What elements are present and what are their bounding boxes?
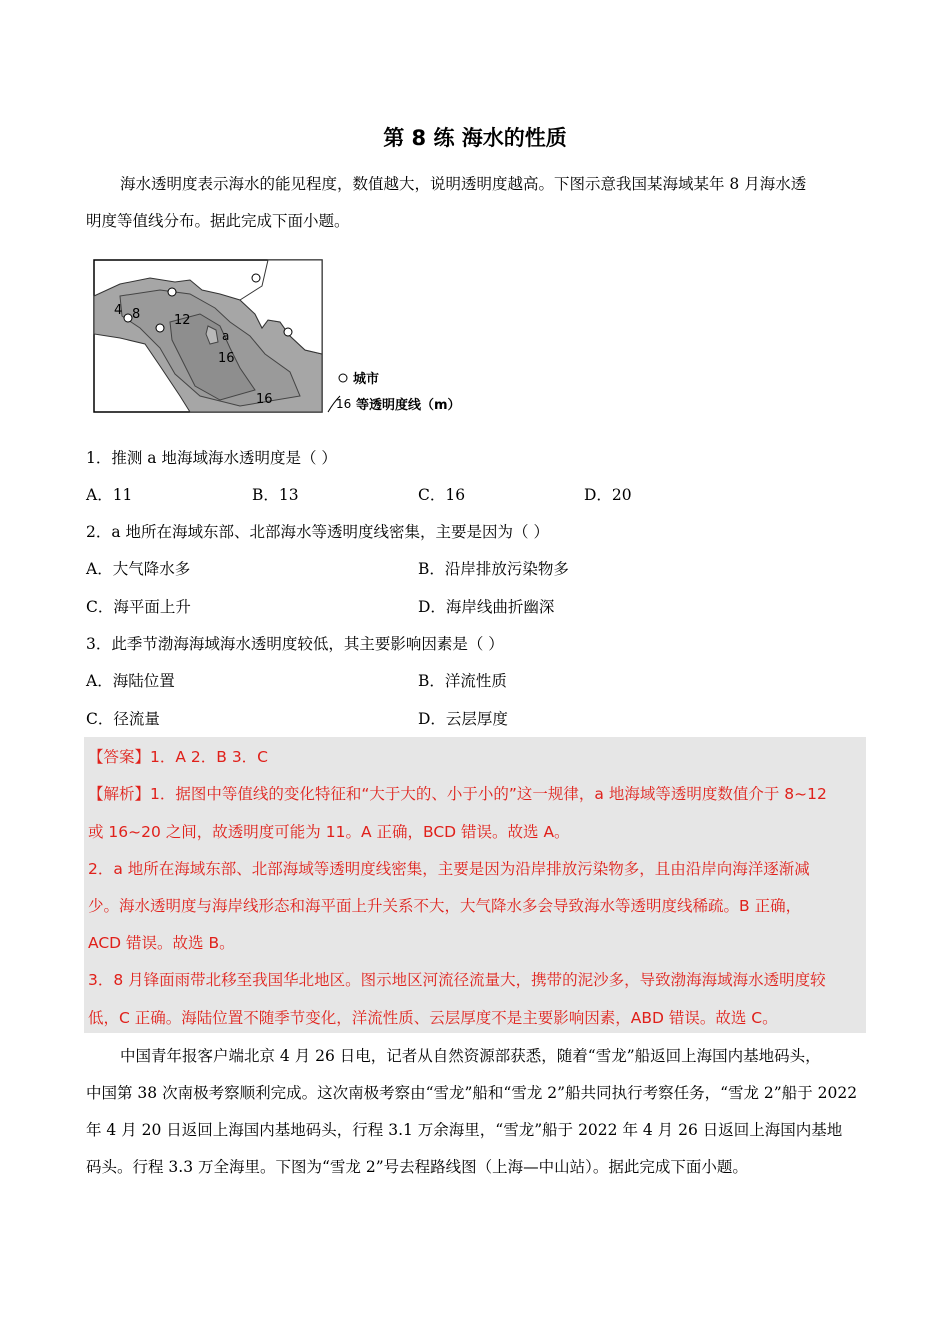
q1-stem: 1．推测 a 地海域海水透明度是（ ）	[86, 449, 337, 467]
explanation-1-line1: 【解析】1．据图中等值线的变化特征和“大于大的、小于小的”这一规律，a 地海域等透明度数值介于 8~12	[88, 785, 827, 803]
contour-label-12: 12	[174, 313, 191, 328]
q1-option-d[interactable]: D．20	[584, 486, 632, 504]
city-marker	[168, 288, 176, 296]
legend-city-icon	[339, 374, 347, 382]
intro1-line2: 明度等值线分布。据此完成下面小题。	[86, 212, 350, 230]
intro2-line1: 中国青年报客户端北京 4 月 26 日电，记者从自然资源部获悉，随着“雪龙”船返回上海国内基地码头，	[120, 1047, 821, 1065]
contour-map	[90, 256, 470, 416]
q3-option-c[interactable]: C．径流量	[86, 710, 160, 728]
intro1-line1: 海水透明度表示海水的能见程度，数值越大，说明透明度越高。下图示意我国某海域某年 8 月海水透	[120, 175, 807, 193]
q1-option-a[interactable]: A．11	[86, 486, 133, 504]
contour-label-8: 8	[132, 307, 141, 322]
q3-option-a[interactable]: A．海陆位置	[86, 672, 175, 690]
city-marker	[124, 314, 132, 322]
q3-option-b[interactable]: B．洋流性质	[418, 672, 507, 690]
intro2-line2: 中国第 38 次南极考察顺利完成。这次南极考察由“雪龙”船和“雪龙 2”船共同执行考察任务，“雪龙 2”船于 2022	[86, 1084, 858, 1102]
explanation-1-line2: 或 16~20 之间，故透明度可能为 11。A 正确，BCD 错误。故选 A。	[88, 823, 570, 841]
explanation-2-line2: 少。海水透明度与海岸线形态和海平面上升关系不大，大气降水多会导致海水等透明度线稀疏。B 正确，	[88, 897, 802, 915]
intro2-line3: 年 4 月 20 日返回上海国内基地码头，行程 3.1 万余海里，“雪龙”船于 2022 年 4 月 26 日返回上海国内基地	[86, 1121, 843, 1139]
explanation-3-line2: 低，C 正确。海陆位置不随季节变化，洋流性质、云层厚度不是主要影响因素，ABD 错误。故选 C。	[88, 1009, 778, 1027]
legend-line-label: 等透明度线（m）	[356, 398, 461, 413]
explanation-2-line1: 2．a 地所在海域东部、北部海域等透明度线密集，主要是因为沿岸排放污染物多，且由沿岸向海洋逐渐减	[88, 860, 810, 878]
transparency-map-figure	[90, 256, 470, 420]
q2-option-b[interactable]: B．沿岸排放污染物多	[418, 560, 569, 578]
city-marker	[156, 324, 164, 332]
intro2-line4: 码头。行程 3.3 万全海里。下图为“雪龙 2”号去程路线图（上海—中山站）。据此完成下面小题。	[86, 1158, 748, 1176]
q2-option-d[interactable]: D．海岸线曲折幽深	[418, 598, 555, 616]
explanation-2-line3: ACD 错误。故选 B。	[88, 934, 235, 952]
q2-option-a[interactable]: A．大气降水多	[86, 560, 191, 578]
q1-option-c[interactable]: C．16	[418, 486, 466, 504]
contour-label-16: 16	[218, 351, 235, 366]
q3-option-d[interactable]: D．云层厚度	[418, 710, 508, 728]
contour-label-16b: 16	[256, 392, 273, 407]
legend-city-label: 城市	[353, 372, 380, 387]
point-a-label: a	[222, 329, 230, 343]
legend-line-value: 16	[336, 397, 352, 411]
q3-stem: 3．此季节渤海海域海水透明度较低，其主要影响因素是（ ）	[86, 635, 504, 653]
page-title: 第 8 练 海水的性质	[383, 126, 567, 150]
explanation-3-line1: 3．8 月锋面雨带北移至我国华北地区。图示地区河流径流量大，携带的泥沙多，导致渤海海域海水透明度较	[88, 971, 826, 989]
q2-stem: 2．a 地所在海域东部、北部海水等透明度线密集，主要是因为（ ）	[86, 523, 549, 541]
contour-label-4: 4	[114, 303, 123, 318]
city-marker	[252, 274, 260, 282]
answer-key: 【答案】1．A 2．B 3．C	[88, 748, 268, 766]
city-marker	[284, 328, 292, 336]
q2-option-c[interactable]: C．海平面上升	[86, 598, 191, 616]
q1-option-b[interactable]: B．13	[252, 486, 299, 504]
